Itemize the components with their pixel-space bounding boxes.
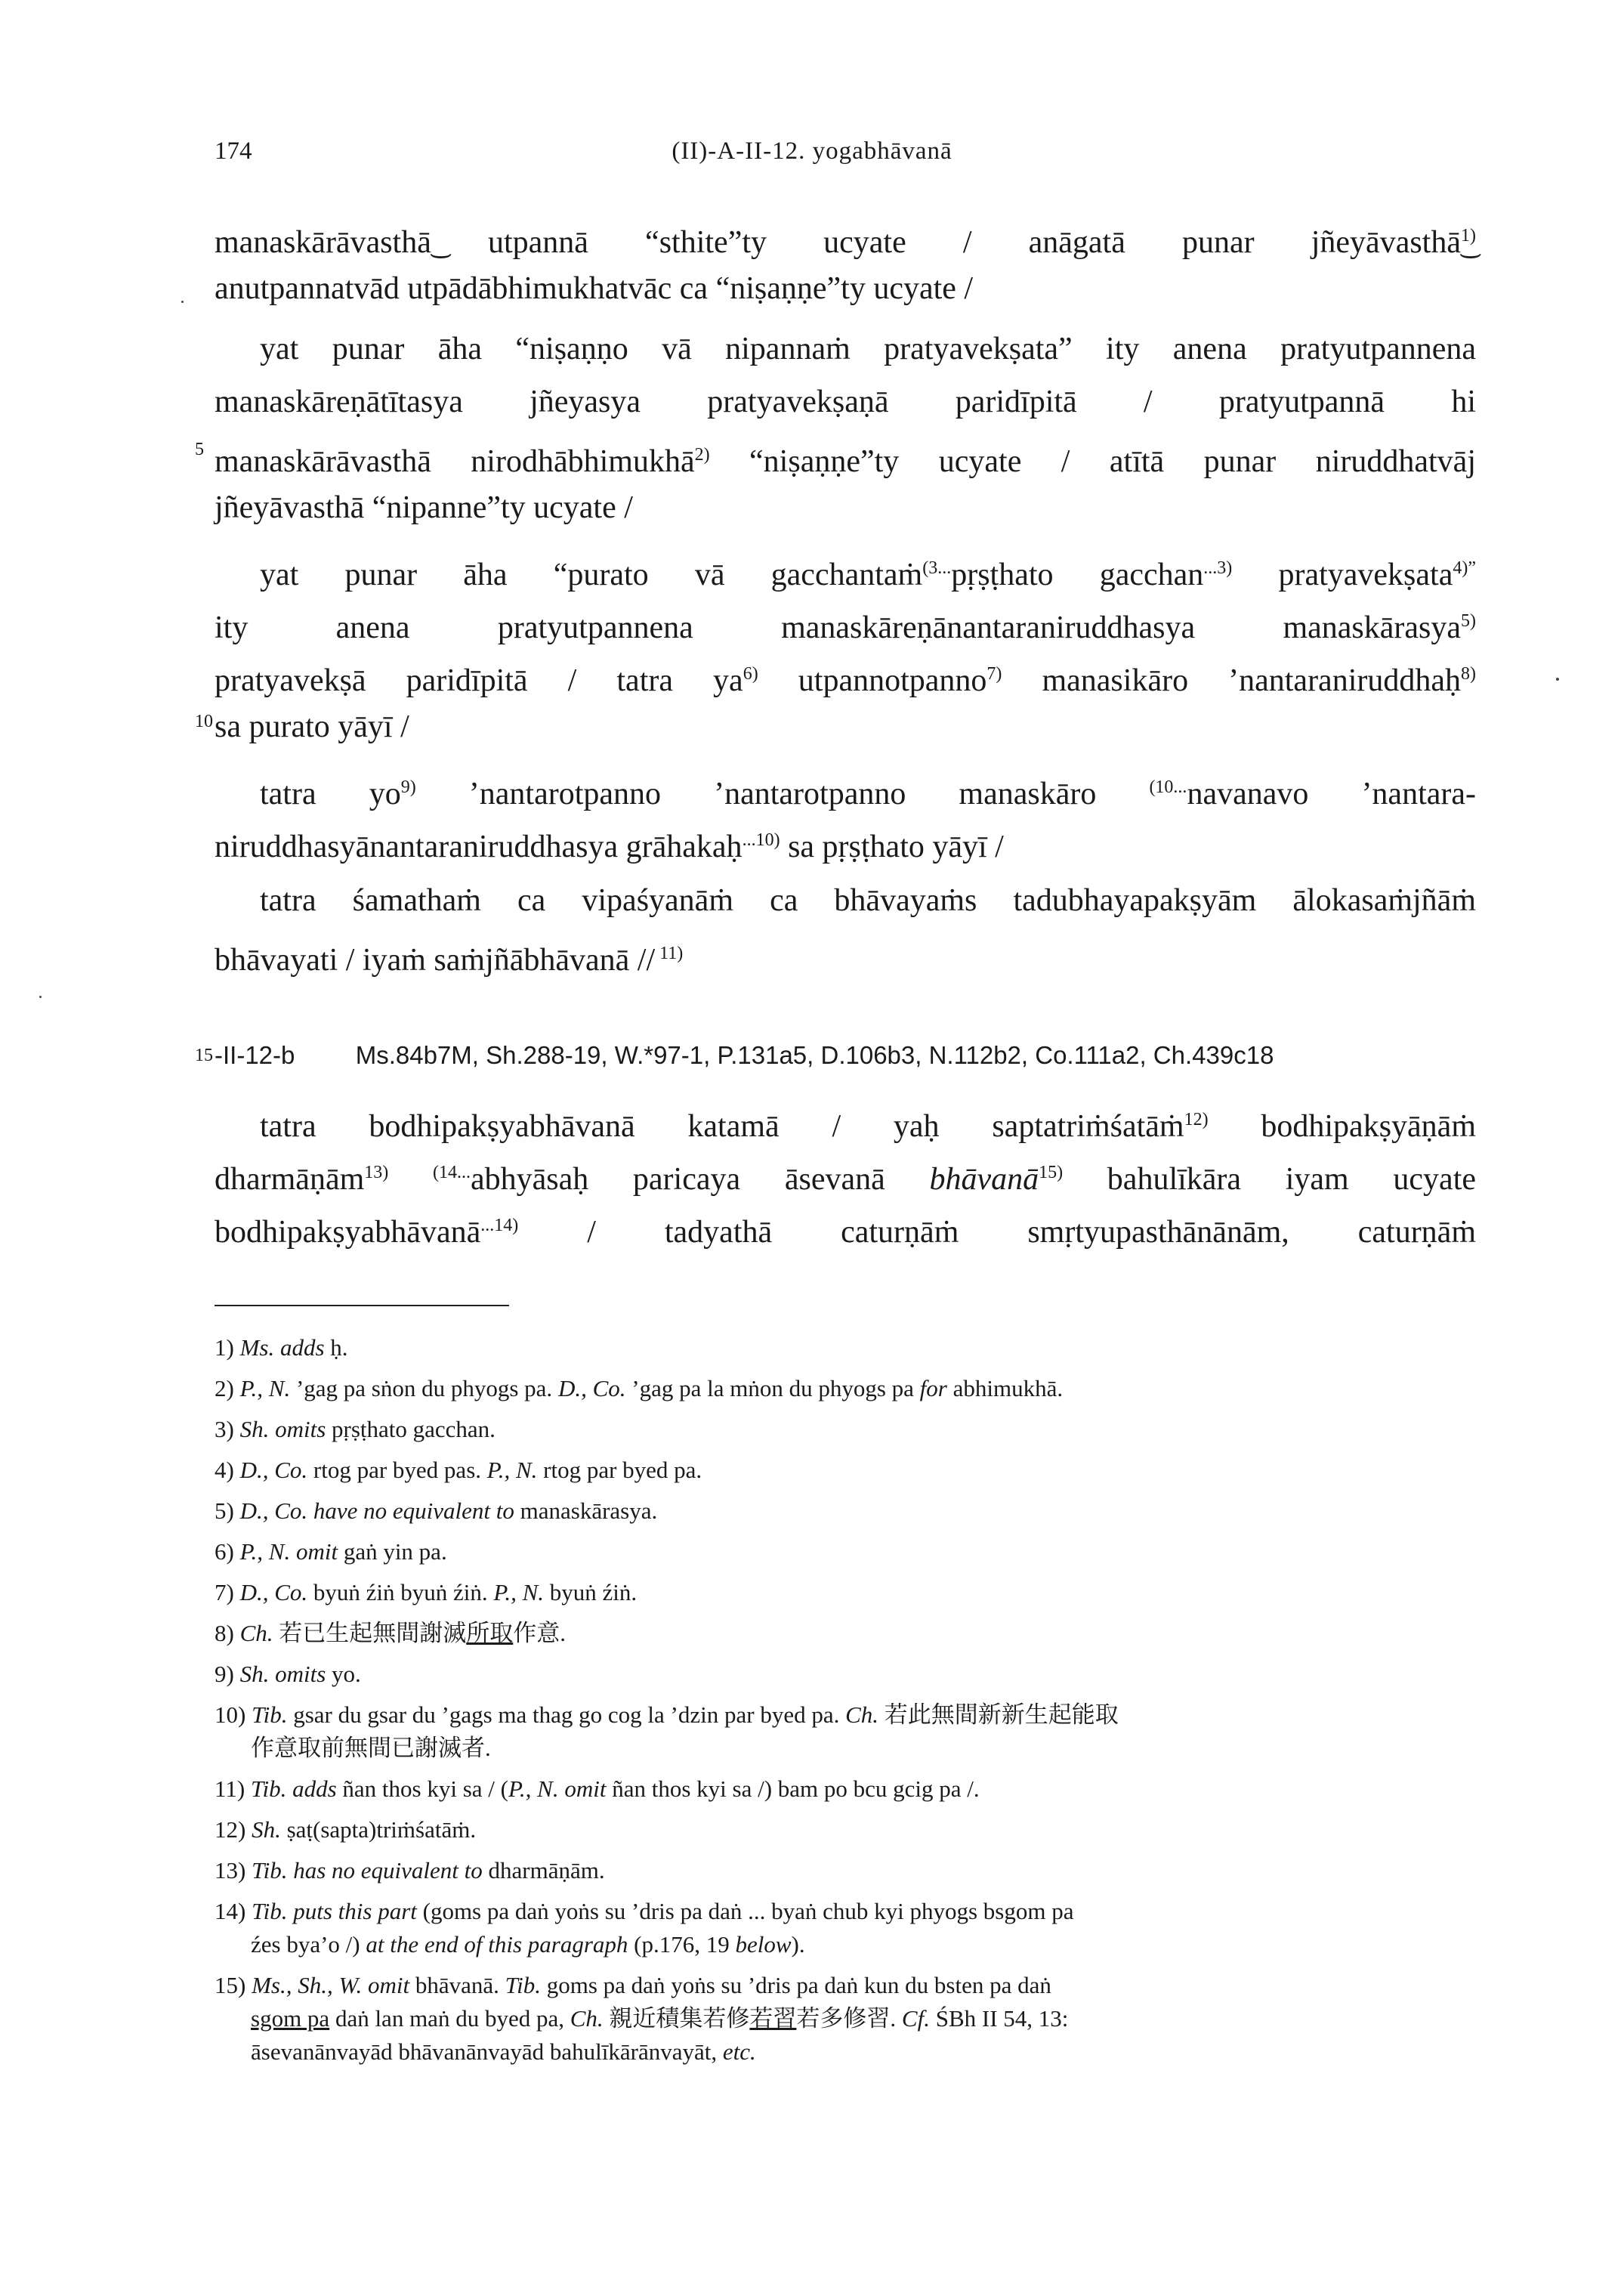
- footnote-number: 7): [215, 1579, 240, 1605]
- line-text: tatra yo: [260, 777, 401, 811]
- italic-text: P., N.: [493, 1579, 545, 1605]
- italic-text: Ms., Sh., W. omit: [252, 1972, 410, 1998]
- note-text: 若已生起無間謝滅: [273, 1620, 467, 1646]
- footnote-number: 14): [215, 1898, 252, 1924]
- italic-text: D., Co. have no equivalent to: [239, 1497, 514, 1524]
- line-text: tatra bodhipakṣyabhāvanā katamā / yaḥ saptatriṁśatāṁ: [260, 1109, 1184, 1144]
- footnote: [215, 1854, 605, 1887]
- line-text: manaskārāvasthā͜ utpannā “sthite”ty ucyate / anāgatā punar jñeyāvasthā͜: [215, 225, 1461, 260]
- text-line: [215, 213, 1476, 258]
- text-line: [260, 1097, 1476, 1142]
- line-text: ity anena pratyutpannena manaskāreṇānantaraniruddhasya manaskārasya: [215, 610, 1461, 645]
- line-text: pratyavekṣata: [1232, 558, 1453, 592]
- note-text: (p.176, 19: [628, 1931, 736, 1958]
- underlined-text: 若習: [749, 2005, 797, 2032]
- text-line: [195, 704, 409, 749]
- text-line: [195, 432, 1476, 479]
- italic-text: Sh. omits: [239, 1661, 326, 1687]
- line-text: jñeyāvasthā “nipanne”ty ucyate /: [215, 490, 633, 525]
- note-text: 若此無間新新生起能取: [878, 1701, 1119, 1728]
- page-number: 174: [215, 138, 252, 165]
- line-number: 15: [195, 1046, 213, 1065]
- note-text: ŚBh II 54, 13:: [929, 2005, 1069, 2032]
- running-head: (II)-A-II-12. yogabhāvanā: [672, 138, 952, 165]
- note-marker: 8): [1461, 664, 1476, 684]
- italic-text: for: [919, 1375, 947, 1401]
- note-text: daṅ lan maṅ du byed pa,: [329, 2005, 570, 2032]
- section-references: Ms.84b7M, Sh.288-19, W.*97-1, P.131a5, D.106b3, N.112b2, Co.111a2, Ch.439c18: [355, 1041, 1274, 1069]
- scan-speck: [1556, 678, 1559, 681]
- note-text: 若多修習.: [796, 2005, 902, 2032]
- footnote: [215, 1372, 1063, 1405]
- italic-text: Tib. adds: [250, 1775, 337, 1802]
- note-text: byuṅ źiṅ byuṅ źiṅ.: [307, 1579, 494, 1605]
- footnote-continuation: [251, 1928, 805, 1961]
- line-number: 5: [195, 440, 204, 459]
- note-text: pṛṣṭhato gacchan.: [326, 1416, 496, 1442]
- note-marker: (10...: [1149, 777, 1187, 797]
- footnote-number: 13): [215, 1857, 252, 1883]
- text-line: [215, 266, 973, 311]
- italic-text: P., N. omit: [239, 1538, 338, 1565]
- note-text: āsevanānvayād bhāvanānvayād bahulīkārānvayāt,: [251, 2038, 723, 2065]
- footnote-continuation: 作意取前無間已謝滅者.: [251, 1735, 491, 1761]
- footnote: [215, 1772, 980, 1806]
- note-text: bhāvanā.: [409, 1972, 505, 1998]
- footnote-number: 2): [215, 1375, 240, 1401]
- line-text: utpannotpanno: [758, 663, 987, 698]
- note-text: abhimukhā.: [946, 1375, 1064, 1401]
- footnote: [215, 1494, 657, 1528]
- footnote: [215, 1331, 348, 1364]
- text-line: [215, 817, 1004, 863]
- footnote-continuation: [251, 2035, 756, 2069]
- line-text: yat punar āha “purato vā gacchantaṁ: [260, 558, 923, 592]
- line-text: pṛṣṭhato gacchan: [951, 558, 1204, 592]
- footnote-number: 5): [215, 1497, 240, 1524]
- line-text: / tadyathā caturṇāṁ smṛtyupasthānānām, caturṇāṁ: [518, 1215, 1476, 1250]
- footnote-continuation: [251, 2002, 1068, 2035]
- note-marker: 6): [743, 664, 758, 684]
- footnote-number: 12): [215, 1816, 252, 1843]
- note-marker: 13): [364, 1163, 389, 1182]
- text-line: [260, 326, 1476, 372]
- footnote-number: 15): [215, 1972, 252, 1998]
- line-text: bahulīkāra iyam ucyate: [1063, 1162, 1477, 1197]
- note-text: (goms pa daṅ yoṅs su ’dris pa daṅ ... byaṅ chub kyi phyogs bsgom pa: [416, 1898, 1074, 1924]
- scan-speck: [39, 996, 42, 998]
- note-text: yo.: [326, 1661, 361, 1687]
- italic-text: Sh.: [252, 1816, 281, 1843]
- footnote: [215, 1535, 447, 1568]
- note-text: dharmāṇām.: [482, 1857, 605, 1883]
- section-label: -II-12-b: [215, 1041, 295, 1069]
- italic-text: Tib.: [505, 1972, 541, 1998]
- note-text: rtog par byed pas.: [307, 1457, 487, 1483]
- line-number: 10: [195, 712, 213, 731]
- italic-text: below: [735, 1931, 792, 1958]
- note-marker: ...10): [742, 830, 780, 850]
- footnote-number: 10): [215, 1701, 252, 1728]
- note-text: ñan thos kyi sa /) bam po bcu gcig pa /.: [606, 1775, 980, 1802]
- note-marker: 11): [655, 944, 684, 963]
- section-heading: [195, 1041, 1274, 1070]
- line-text: anutpannatvād utpādābhimukhatvāc ca “niṣaṇṇe”ty ucyate /: [215, 271, 974, 306]
- line-text: dharmāṇām: [215, 1162, 365, 1197]
- italic-text: D., Co.: [239, 1579, 308, 1605]
- footnote: [215, 1698, 1119, 1732]
- note-text: ḥ.: [324, 1334, 348, 1361]
- line-text: abhyāsaḥ paricaya āsevanā: [470, 1162, 930, 1197]
- note-text: ṣaṭ(sapta)triṁśatāṁ.: [280, 1816, 477, 1843]
- line-text: manaskāreṇātītasya jñeyasya pratyavekṣaṇā paridīpitā / pratyutpannā hi: [215, 385, 1476, 419]
- line-text: bodhipakṣyāṇāṁ: [1208, 1109, 1476, 1144]
- italic-text: Sh. omits: [239, 1416, 326, 1442]
- footnote-number: 9): [215, 1661, 240, 1687]
- footnote: [215, 1813, 476, 1846]
- note-marker: ...3): [1203, 558, 1233, 578]
- note-text: ñan thos kyi sa / (: [336, 1775, 508, 1802]
- note-text: rtog par byed pa.: [537, 1457, 702, 1483]
- italic-text: P., N. omit: [508, 1775, 607, 1802]
- line-text: tatra śamathaṁ ca vipaśyanāṁ ca bhāvayaṁs tadubhayapakṣyām ālokasaṁjñāṁ: [260, 883, 1476, 918]
- italic-text: Tib.: [252, 1701, 288, 1728]
- line-text: ’nantarotpanno ’nantarotpanno manaskāro: [415, 777, 1150, 811]
- note-text: ).: [791, 1931, 805, 1958]
- note-text: 作意.: [513, 1620, 567, 1646]
- note-marker: (3...: [922, 558, 952, 578]
- italic-text: D., Co.: [557, 1375, 626, 1401]
- footnote-number: 6): [215, 1538, 240, 1565]
- note-marker: 1): [1461, 226, 1476, 246]
- note-marker: 5): [1461, 611, 1476, 631]
- text-line: [215, 485, 633, 530]
- note-text: gaṅ yin pa.: [338, 1538, 447, 1565]
- italic-text: at the end of this paragraph: [366, 1931, 628, 1958]
- footnote: [215, 1454, 702, 1487]
- text-line: [260, 878, 1476, 923]
- footnote: [215, 1658, 361, 1691]
- text-line: [215, 379, 1476, 425]
- line-text: sa pṛṣṭhato yāyī /: [780, 830, 1004, 864]
- note-text: źes bya’o /): [251, 1931, 366, 1958]
- footnote-number: 1): [215, 1334, 240, 1361]
- footnote: [215, 1969, 1051, 2002]
- line-text: navanavo ’nantara-: [1187, 777, 1476, 811]
- note-marker: 15): [1039, 1163, 1064, 1182]
- note-marker: (14...: [432, 1163, 471, 1182]
- note-text: gsar du gsar du ’gags ma thag go cog la ’dzin par byed pa.: [287, 1701, 846, 1728]
- italic-text: D., Co.: [239, 1457, 308, 1483]
- footnote-number: 11): [215, 1775, 251, 1802]
- note-marker: 7): [986, 664, 1002, 684]
- footnote: [215, 1617, 566, 1650]
- text-line: [215, 931, 683, 976]
- note-text: goms pa daṅ yoṅs su ’dris pa daṅ kun du bsten pa daṅ: [541, 1972, 1051, 1998]
- text-line: [215, 651, 1476, 697]
- italic-text: P., N.: [239, 1375, 291, 1401]
- footnote-number: 4): [215, 1457, 240, 1483]
- footnote: [215, 1895, 1074, 1928]
- underlined-text: sgom pa: [251, 2005, 330, 2032]
- line-text: bodhipakṣyabhāvanā: [215, 1215, 481, 1250]
- footnote: [215, 1576, 637, 1609]
- scan-speck: [181, 301, 184, 303]
- line-text: bhāvayati / iyaṁ saṁjñābhāvanā //: [215, 943, 656, 978]
- note-text: ’gag pa sṅon du phyogs pa.: [290, 1375, 558, 1401]
- line-text: yat punar āha “niṣaṇṇo vā nipannaṁ pratyavekṣata” ity anena pratyutpannena: [260, 332, 1476, 366]
- note-text: manaskārasya.: [514, 1497, 658, 1524]
- footnote-number: 8): [215, 1620, 240, 1646]
- italic-text: Ch.: [239, 1620, 273, 1646]
- underlined-text: 所取: [466, 1620, 514, 1646]
- note-marker: 4)”: [1453, 558, 1476, 578]
- italic-text: Ch.: [570, 2005, 604, 2032]
- line-text: pratyavekṣā paridīpitā / tatra ya: [215, 663, 743, 698]
- line-text: manasikāro ’nantaraniruddhaḥ: [1002, 663, 1461, 698]
- line-text: manaskārāvasthā nirodhābhimukhā: [215, 444, 695, 479]
- line-text: sa purato yāyī /: [215, 709, 409, 744]
- line-text: niruddhasyānantaraniruddhasya grāhakaḥ: [215, 830, 743, 864]
- note-text: ’gag pa la mṅon du phyogs pa: [625, 1375, 920, 1401]
- text-line: [215, 1203, 1476, 1248]
- italic-text: Tib. puts this part: [252, 1898, 417, 1924]
- italic-word: bhāvanā: [929, 1162, 1039, 1197]
- italic-text: Ms. adds: [239, 1334, 325, 1361]
- line-text: “niṣaṇṇe”ty ucyate / atītā punar niruddhatvāj: [709, 444, 1476, 479]
- italic-text: P., N.: [486, 1457, 538, 1483]
- note-text: 親近積集若修: [603, 2005, 750, 2032]
- text-line: [215, 598, 1476, 644]
- note-marker: 12): [1184, 1110, 1209, 1129]
- note-marker: ...14): [480, 1216, 519, 1235]
- footnote: [215, 1413, 496, 1446]
- italic-text: Tib. has no equivalent to: [252, 1857, 483, 1883]
- line-text: [388, 1162, 433, 1197]
- text-line: [260, 545, 1476, 591]
- note-marker: 2): [694, 445, 710, 465]
- note-marker: 9): [400, 777, 416, 797]
- italic-text: Cf.: [901, 2005, 930, 2032]
- footnote-number: 3): [215, 1416, 240, 1442]
- note-text: byuṅ źiṅ.: [544, 1579, 638, 1605]
- footnote-rule: [215, 1305, 509, 1306]
- text-line: [260, 765, 1476, 810]
- italic-text: Ch.: [845, 1701, 879, 1728]
- text-line: [215, 1150, 1476, 1195]
- italic-text: etc.: [722, 2038, 756, 2065]
